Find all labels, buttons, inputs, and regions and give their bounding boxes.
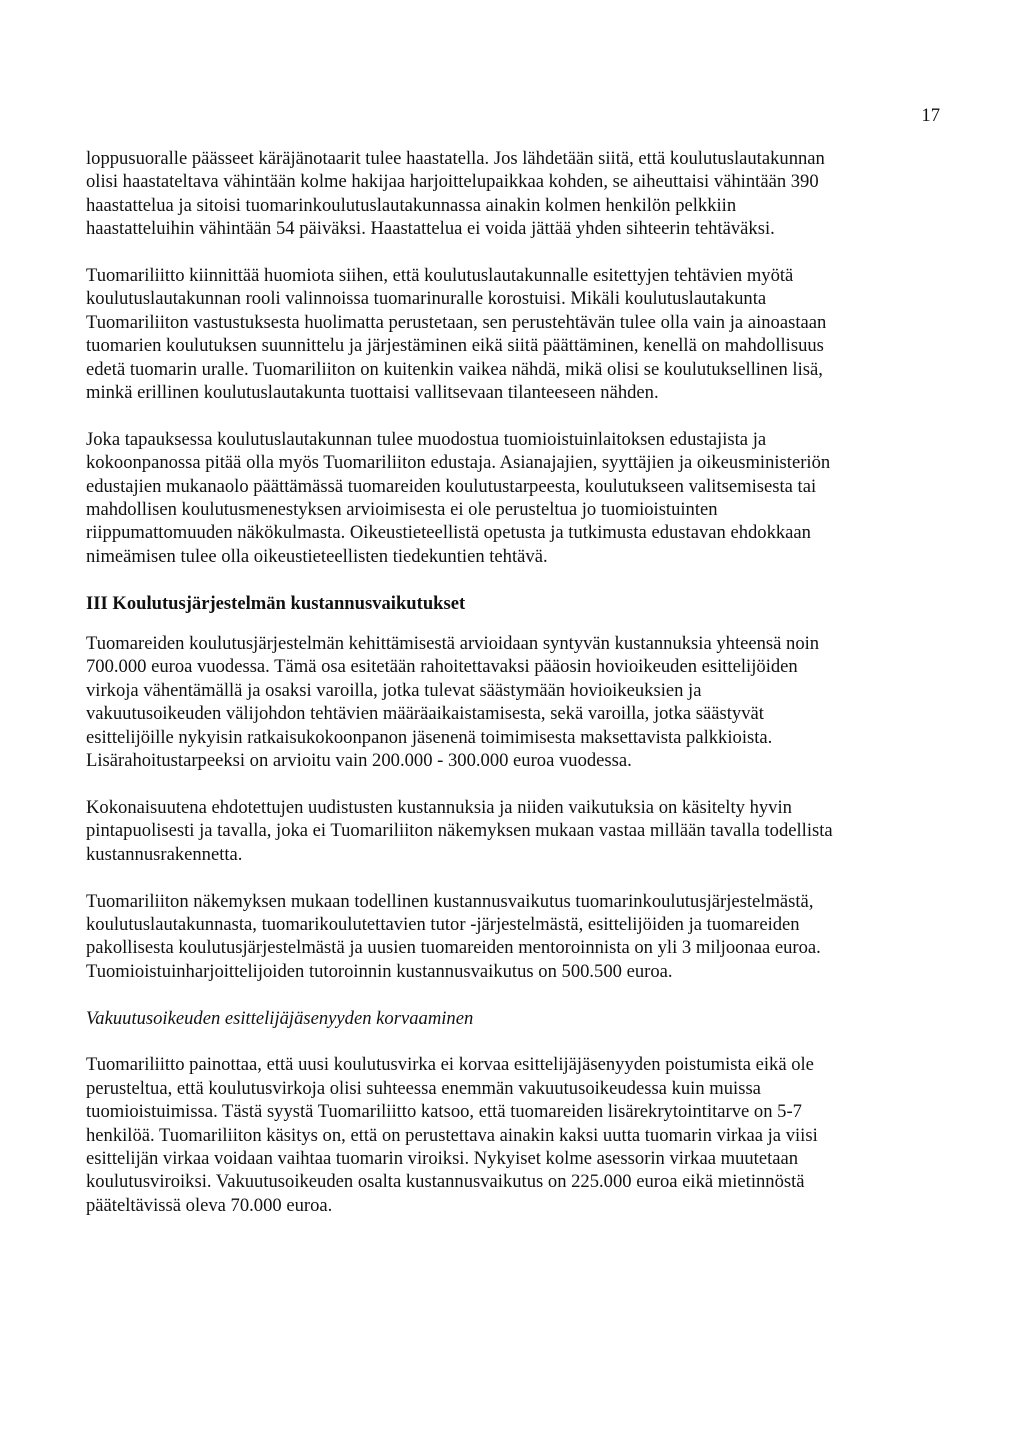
paragraph-interview-workload: loppusuoralle päässeet käräjänotaarit tulee haastatella. Jos lähdetään siitä, että koulutuslautakunnan olisi haastateltava vähintään kolme hakijaa harjoittelupaikkaa kohden, se aiheuttaisi vähintään 390 haastattelua ja sitoisi tuomarinkoulutuslautakunnassa ainakin kolmen henkilön pelkkiin haastatteluihin vähintään 54 päiväksi. Haastattelua ei voida jättää yhden sihteerin tehtäväksi. xyxy=(86,148,825,240)
document-body xyxy=(86,147,926,1241)
page-number: 17 xyxy=(921,105,940,126)
paragraph-committee-role: Tuomariliitto kiinnittää huomiota siihen, että koulutuslautakunnalle esitettyjen tehtävien myötä koulutuslautakunnan rooli valinnoissa tuomarinuralle korostuisi. Mikäli koulutuslautakunta Tuomariliiton vastustuksesta huolimatta perustetaan, sen perustehtävän tulee olla vain ja ainoastaan tuomarien koulutuksen suunnittelu ja järjestäminen eikä siitä päättäminen, kenellä on mahdollisuus edetä tuomarin uralle. Tuomariliiton on kuitenkin vaikea nähdä, mikä olisi se koulutuksellinen lisä, minkä erillinen koulutuslautakunta tuottaisi vallitsevaan tilanteeseen nähden. xyxy=(86,265,827,404)
paragraph-insurance-court: Tuomariliitto painottaa, että uusi koulutusvirka ei korvaa esittelijäjäsenyyden poistumista eikä ole perusteltua, että koulutusvirkoja olisi suhteessa enemmän vakuutusoikeudessa kuin muissa tuomioistuimissa. Tästä syystä Tuomariliitto katsoo, että tuomareiden lisärekrytointitarve on 5-7 henkilöä. Tuomariliiton käsitys on, että on perustettava ainakin kaksi uutta tuomarin virkaa ja viisi esittelijän virkaa voidaan vaihtaa tuomarin viroiksi. Nykyiset kolme asessorin virkaa muutetaan koulutusviroiksi. Vakuutusoikeuden osalta kustannusvaikutus on 225.000 euroa eikä mietinnöstä pääteltävissä oleva 70.000 euroa. xyxy=(86,1054,818,1216)
paragraph-committee-composition: Joka tapauksessa koulutuslautakunnan tulee muodostua tuomioistuinlaitoksen edustajista ja kokoonpanossa pitää olla myös Tuomariliiton edustaja. Asianajajien, syyttäjien ja oikeusministeriön edustajien mukanaolo päättämässä tuomareiden koulutustarpeesta, koulutukseen valitsemisesta tai mahdollisen koulutusmenestyksen arvioimisesta ei ole perusteltua jo tuomioistuinten riippumattomuuden näkökulmasta. Oikeustieteellistä opetusta ja tutkimusta edustavan ehdokkaan nimeämisen tulee olla oikeustieteellisten tiedekuntien tehtävä. xyxy=(86,428,831,567)
section-heading-cost-effects: III Koulutusjärjestelmän kustannusvaikutukset xyxy=(86,592,466,614)
paragraph-actual-cost: Tuomariliiton näkemyksen mukaan todellinen kustannusvaikutus tuomarinkoulutusjärjestelmästä, koulutuslautakunnasta, tuomarikoulutettavien tutor -järjestelmästä, esittelijöiden ja tuomareiden pakollisesta koulutusjärjestelmästä ja uusien tuomareiden mentoroinnista on yli 3 miljoonaa euroa. Tuomioistuinharjoittelijoiden tutoroinnin kustannusvaikutus on 500.500 euroa. xyxy=(86,890,821,982)
paragraph-cost-estimate: Tuomareiden koulutusjärjestelmän kehittämisestä arvioidaan syntyvän kustannuksia yhteensä noin 700.000 euroa vuodessa. Tämä osa esitetään rahoitettavaksi pääosin hovioikeuden esittelijöiden virkoja vähentämällä ja osaksi varoilla, jotka tulevat säästymään hovioikeuksien ja vakuutusoikeuden välijohdon tehtävien määräaikaistamisesta, sekä varoilla, jotka säästyvät esittelijöille nykyisin ratkaisukokoonpanon jäsenenä toimimisesta maksettavista palkkioista. Lisärahoitustarpeeksi on arvioitu vain 200.000 - 300.000 euroa vuodessa. xyxy=(86,633,820,772)
paragraph-cost-assessment: Kokonaisuutena ehdotettujen uudistusten kustannuksia ja niiden vaikutuksia on käsitelty hyvin pintapuolisesti ja tavalla, joka ei Tuomariliiton näkemyksen mukaan vastaa millään tavalla todellista kustannusrakennetta. xyxy=(86,796,833,865)
subsection-heading-insurance-court: Vakuutusoikeuden esittelijäjäsenyyden korvaaminen xyxy=(86,1007,474,1029)
